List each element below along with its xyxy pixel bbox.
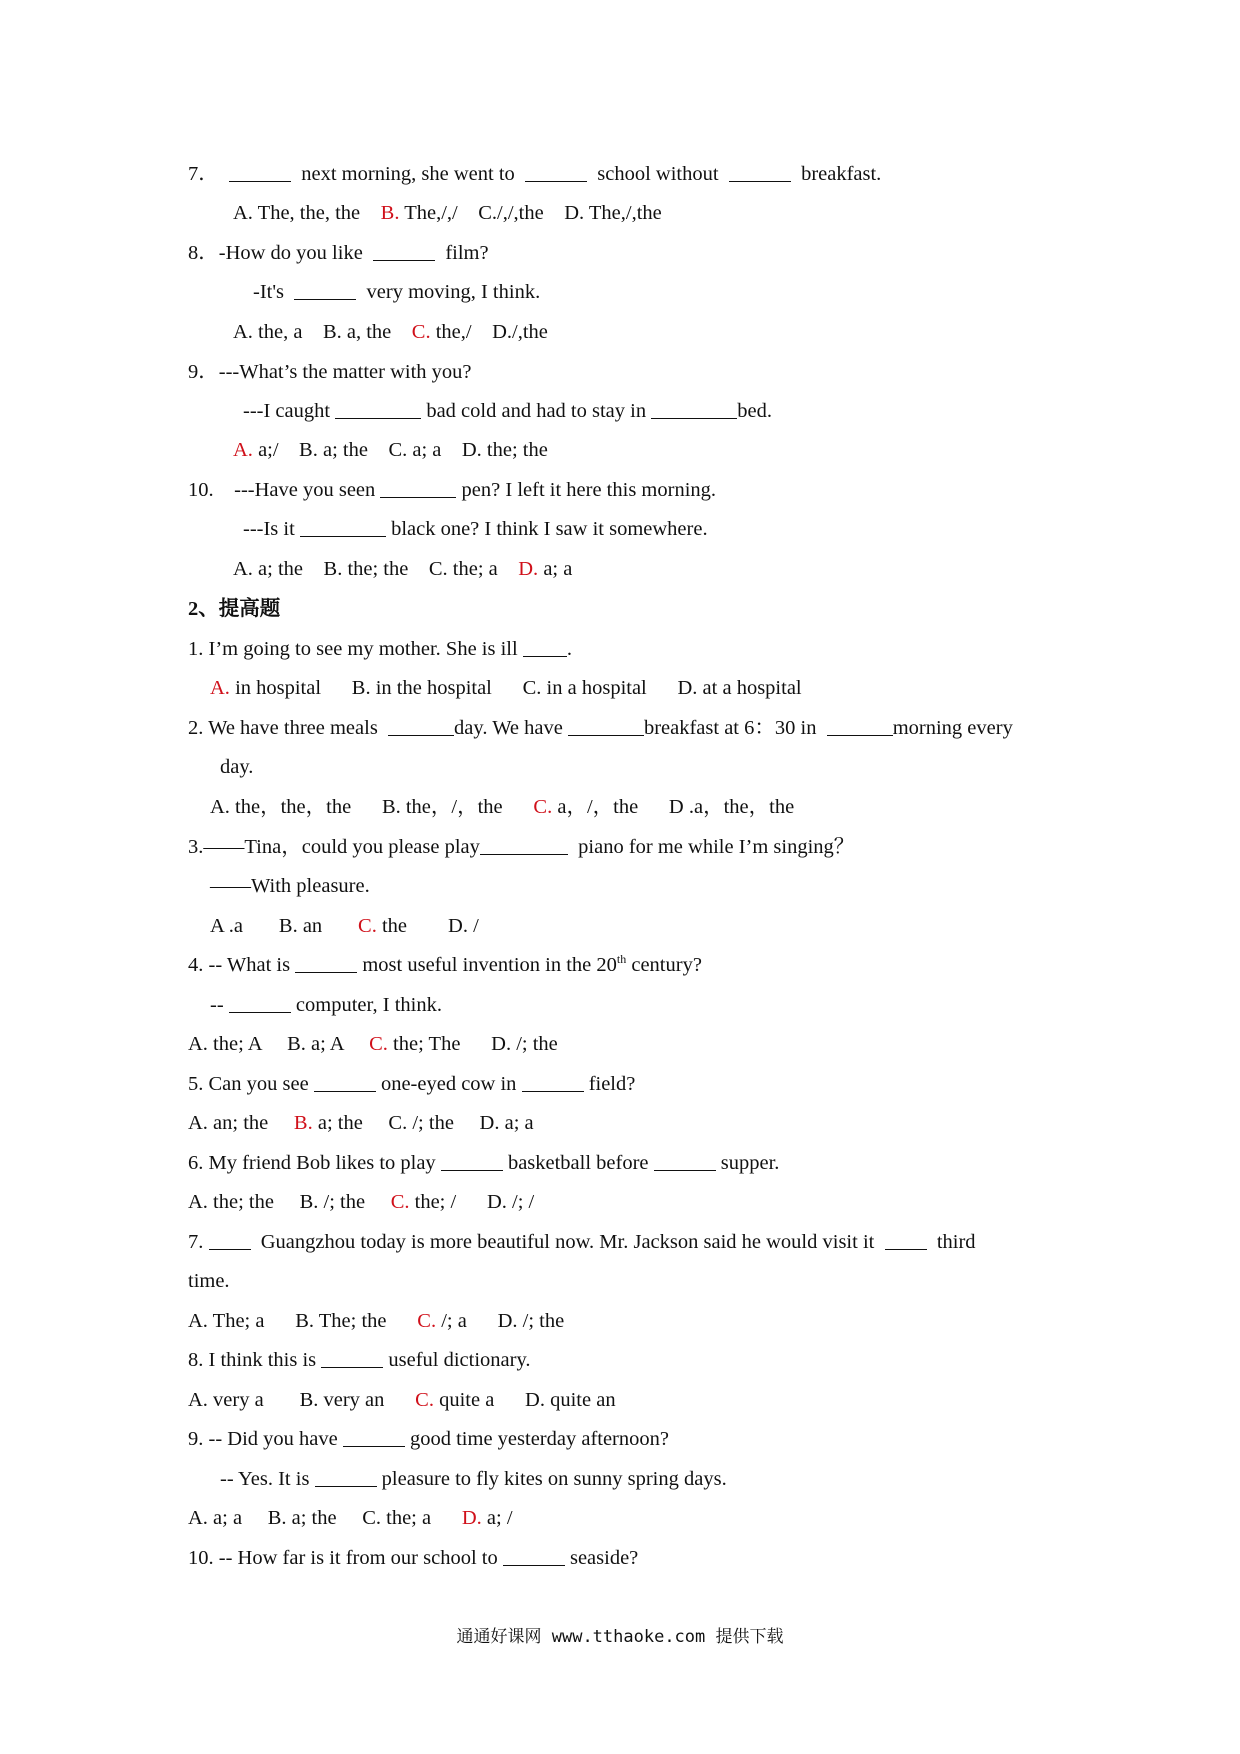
answer-blank: [885, 1229, 927, 1250]
question-line: [243, 513, 708, 545]
line-text: bed.: [737, 400, 772, 422]
correct-answer-marker: C.: [415, 1389, 434, 1411]
answer-blank: [295, 952, 357, 973]
question-line: [188, 949, 702, 981]
question-line: [188, 1542, 638, 1574]
line-text: one-eyed cow in: [375, 1073, 522, 1095]
answer-blank: [525, 161, 587, 182]
line-text: 2. We have three meals: [188, 717, 389, 739]
line-text: A. The, the, the: [233, 202, 381, 224]
line-text: quite a D. quite an: [433, 1389, 616, 1411]
question-line: [188, 1226, 976, 1258]
line-text: the D. /: [376, 915, 479, 937]
question-line: [188, 1107, 534, 1139]
line-text: A. the, a B. a, the: [233, 321, 412, 343]
line-text: a; /: [481, 1507, 513, 1529]
question-line: [188, 1265, 230, 1297]
answer-blank: [654, 1150, 716, 1171]
question-line: [188, 1028, 558, 1060]
correct-answer-marker: B.: [380, 202, 400, 224]
answer-blank: [209, 1229, 251, 1250]
answer-blank: [294, 279, 356, 300]
answer-blank: [651, 398, 737, 419]
question-line: [188, 356, 472, 388]
answer-blank: [229, 992, 291, 1013]
line-text: A. the; A B. a; A: [188, 1033, 370, 1055]
question-line: [188, 158, 881, 190]
answer-blank: [335, 398, 421, 419]
question-line: [210, 989, 442, 1021]
answer-blank: [480, 834, 568, 855]
line-text: A. the; the B. /; the: [188, 1191, 391, 1213]
line-text: film?: [435, 242, 489, 264]
line-text: ---I caught: [243, 400, 336, 422]
line-text: morning every: [892, 717, 1013, 739]
answer-blank: [503, 1545, 565, 1566]
question-line: [243, 395, 772, 427]
line-text: bad cold and had to stay in: [421, 400, 652, 422]
answer-blank: [729, 161, 791, 182]
answer-blank: [229, 161, 291, 182]
question-line: [188, 1423, 669, 1455]
line-text: 8. I think this is: [188, 1349, 322, 1371]
line-text: 3.——Tina，could you please play: [188, 836, 480, 858]
line-text: century?: [626, 954, 702, 976]
question-line: [220, 751, 253, 783]
line-text: 10. ---Have you seen: [188, 479, 381, 501]
line-text: A. The; a B. The; the: [188, 1310, 418, 1332]
question-line: [233, 197, 662, 229]
line-text: black one? I think I saw it somewhere.: [385, 518, 708, 540]
correct-answer-marker: C.: [358, 915, 377, 937]
question-line: [233, 553, 572, 585]
question-line: [188, 1147, 779, 1179]
line-text: -- Yes. It is: [220, 1468, 315, 1490]
question-line: [210, 791, 794, 823]
question-line: [188, 1186, 534, 1218]
line-text: day.: [220, 756, 254, 778]
line-text: breakfast.: [790, 163, 882, 185]
answer-blank: [343, 1426, 405, 1447]
answer-blank: [827, 715, 893, 736]
question-line: [188, 712, 1013, 744]
question-line: [188, 831, 854, 863]
line-text: third: [926, 1231, 976, 1253]
correct-answer-marker: D.: [518, 558, 539, 580]
line-text: 7．: [188, 163, 229, 185]
line-text: 9．---What’s the matter with you?: [188, 361, 472, 383]
line-text: very moving, I think.: [356, 281, 541, 303]
line-text: pleasure to fly kites on sunny spring days.: [376, 1468, 727, 1490]
line-text: a;/ B. a; the C. a; a D. the; the: [252, 439, 548, 461]
line-text: seaside?: [564, 1547, 639, 1569]
line-text: in hospital B. in the hospital C. in a hospital D. at a hospital: [229, 677, 802, 699]
superscript: th: [616, 952, 627, 967]
line-text: time.: [188, 1270, 230, 1292]
answer-blank: [522, 1071, 584, 1092]
answer-blank: [568, 715, 644, 736]
line-text: field?: [583, 1073, 636, 1095]
line-text: breakfast at 6：30 in: [643, 717, 827, 739]
question-line: [210, 870, 370, 902]
line-text: Guangzhou today is more beautiful now. Mr. Jackson said he would visit it: [250, 1231, 885, 1253]
answer-blank: [300, 516, 386, 537]
line-text: A .a B. an: [210, 915, 359, 937]
line-text: 1. I’m going to see my mother. She is ill: [188, 638, 523, 660]
line-text: most useful invention in the 20: [357, 954, 617, 976]
line-text: 8．-How do you like: [188, 242, 374, 264]
correct-answer-marker: C.: [390, 1191, 410, 1213]
question-line: [188, 1384, 616, 1416]
line-text: A. a; a B. a; the C. the; a: [188, 1507, 462, 1529]
line-text: 7.: [188, 1231, 209, 1253]
correct-answer-marker: C.: [417, 1310, 437, 1332]
line-text: The,/,/ C./,/,the D. The,/,the: [399, 202, 662, 224]
line-text: supper.: [715, 1152, 780, 1174]
question-line: [188, 1344, 531, 1376]
line-text: a; a: [538, 558, 573, 580]
question-line: [188, 1068, 635, 1100]
line-text: ——With pleasure.: [210, 875, 370, 897]
line-text: 5. Can you see: [188, 1073, 314, 1095]
question-line: [188, 633, 572, 665]
line-text: the,/ D./,the: [430, 321, 548, 343]
question-line: [253, 276, 540, 308]
line-text: useful dictionary.: [383, 1349, 531, 1371]
line-text: 4. -- What is: [188, 954, 296, 976]
answer-blank: [373, 240, 435, 261]
question-line: [233, 316, 548, 348]
line-text: the; / D. /; /: [409, 1191, 535, 1213]
answer-blank: [315, 1466, 377, 1487]
correct-answer-marker: C.: [369, 1033, 388, 1055]
line-text: good time yesterday afternoon?: [404, 1428, 669, 1450]
line-text: A. very a B. very an: [188, 1389, 416, 1411]
question-line: [233, 434, 548, 466]
correct-answer-marker: C.: [411, 321, 431, 343]
answer-blank: [388, 715, 454, 736]
correct-answer-marker: C.: [533, 796, 553, 818]
correct-answer-marker: D.: [461, 1507, 482, 1529]
line-text: 6. My friend Bob likes to play: [188, 1152, 441, 1174]
line-text: a; the C. /; the D. a; a: [312, 1112, 534, 1134]
answer-blank: [441, 1150, 503, 1171]
line-text: 10. -- How far is it from our school to: [188, 1547, 503, 1569]
line-text: 9. -- Did you have: [188, 1428, 343, 1450]
line-text: computer, I think.: [290, 994, 442, 1016]
answer-blank: [523, 636, 567, 657]
question-line: [188, 1502, 513, 1534]
page-footer: 通通好课网 www.tthaoke.com 提供下载: [456, 1627, 784, 1647]
question-line: [188, 237, 489, 269]
line-text: 2、提高题: [188, 598, 281, 620]
line-text: basketball before: [502, 1152, 654, 1174]
answer-blank: [314, 1071, 376, 1092]
line-text: .: [566, 638, 572, 660]
question-line: [220, 1463, 727, 1495]
line-text: ---Is it: [243, 518, 300, 540]
answer-blank: [380, 477, 456, 498]
question-line: [188, 474, 716, 506]
line-text: pen? I left it here this morning.: [456, 479, 717, 501]
correct-answer-marker: A.: [233, 439, 253, 461]
line-text: A. an; the: [188, 1112, 294, 1134]
line-text: next morning, she went to: [291, 163, 526, 185]
line-text: --: [210, 994, 229, 1016]
line-text: piano for me while I’m singing？: [567, 836, 855, 858]
answer-blank: [321, 1347, 383, 1368]
line-text: A. a; the B. the; the C. the; a: [233, 558, 519, 580]
line-text: the; The D. /; the: [387, 1033, 558, 1055]
line-text: /; a D. /; the: [436, 1310, 565, 1332]
question-line: [210, 672, 802, 704]
question-line: [210, 910, 479, 942]
line-text: A. the，the，the B. the，/，the: [210, 796, 534, 818]
question-line: [188, 1305, 564, 1337]
line-text: a，/，the D .a，the，the: [552, 796, 795, 818]
section-heading: [188, 593, 280, 625]
line-text: day. We have: [454, 717, 568, 739]
line-text: -It's: [253, 281, 295, 303]
correct-answer-marker: A.: [210, 677, 230, 699]
correct-answer-marker: B.: [293, 1112, 313, 1134]
line-text: school without: [587, 163, 729, 185]
